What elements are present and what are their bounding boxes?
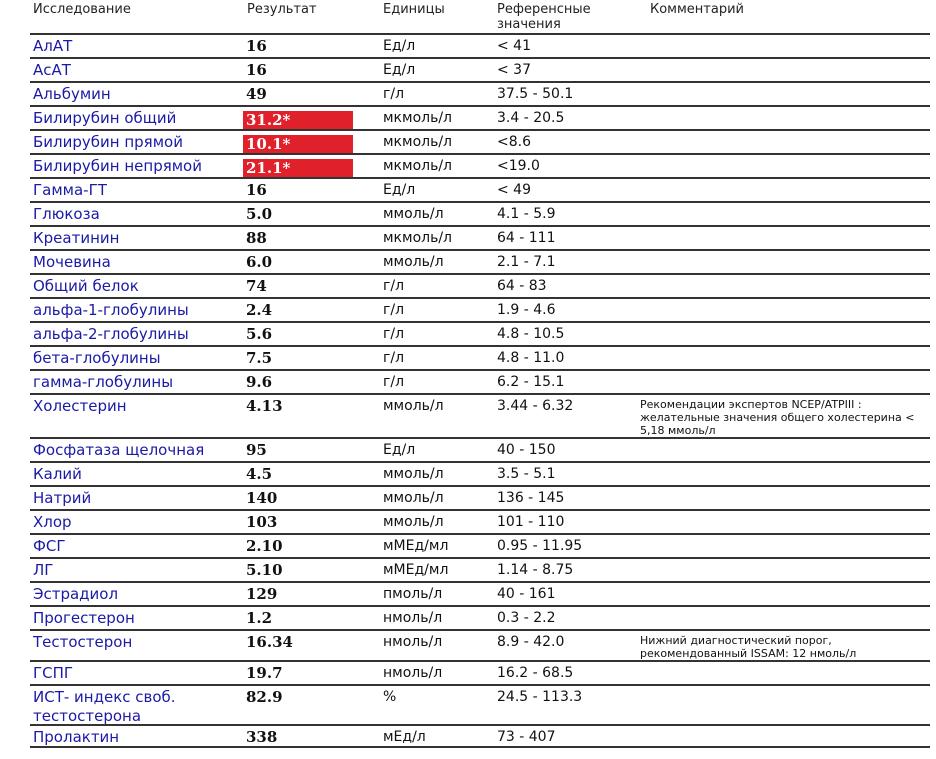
result-value: 4.5: [246, 465, 273, 483]
units: нмоль/л: [383, 634, 443, 650]
result-value: 95: [246, 441, 267, 459]
table-row: [30, 177, 930, 201]
result-value-flagged: 10.1*: [243, 135, 353, 153]
test-name[interactable]: Прогестерон: [33, 609, 135, 627]
units: ммоль/л: [383, 398, 444, 414]
units: Ед/л: [383, 182, 416, 198]
table-row: [30, 81, 930, 105]
header-units: Единицы: [383, 2, 445, 17]
result-value: 6.0: [246, 253, 273, 271]
table-row: [30, 225, 930, 249]
reference-range: 1.9 - 4.6: [497, 302, 556, 318]
test-name[interactable]: ГСПГ: [33, 664, 74, 682]
units: мМЕд/мл: [383, 562, 449, 578]
header-result: Результат: [247, 2, 317, 17]
test-name[interactable]: Калий: [33, 465, 82, 483]
test-name[interactable]: Мочевина: [33, 253, 111, 271]
result-value: 2.4: [246, 301, 273, 319]
test-name[interactable]: Альбумин: [33, 85, 111, 103]
reference-range: < 37: [497, 62, 531, 78]
comment: Рекомендации экспертов NCEP/ATPIII : желательные значения общего холестерина < 5,18 ммоль/л: [640, 398, 915, 437]
reference-range: < 41: [497, 38, 531, 54]
table-row: [30, 153, 930, 177]
reference-range: 24.5 - 113.3: [497, 689, 583, 705]
table-row: [30, 249, 930, 273]
units: %: [383, 689, 397, 705]
test-name[interactable]: Эстрадиол: [33, 585, 119, 603]
reference-range: < 49: [497, 182, 531, 198]
test-name[interactable]: Пролактин: [33, 728, 120, 746]
reference-range: 0.3 - 2.2: [497, 610, 556, 626]
reference-range: 4.8 - 11.0: [497, 350, 565, 366]
units: мМЕд/мл: [383, 538, 449, 554]
test-name[interactable]: ИСТ- индекс своб. тестостерона: [33, 688, 176, 725]
table-row: [30, 660, 930, 684]
test-name[interactable]: Холестерин: [33, 397, 127, 415]
result-value: 16: [246, 181, 267, 199]
units: г/л: [383, 350, 405, 366]
result-value-flagged: 31.2*: [243, 111, 353, 129]
result-value: 82.9: [246, 688, 283, 706]
reference-range: 64 - 111: [497, 230, 556, 246]
header-ref-line1: Референсные: [497, 2, 591, 17]
test-name[interactable]: АсАТ: [33, 61, 71, 79]
units: мкмоль/л: [383, 134, 453, 150]
result-value: 7.5: [246, 349, 273, 367]
test-name[interactable]: Фосфатаза щелочная: [33, 441, 205, 459]
units: ммоль/л: [383, 466, 444, 482]
units: ммоль/л: [383, 254, 444, 270]
result-value: 5.10: [246, 561, 283, 579]
header-test: Исследование: [33, 2, 131, 17]
table-row: [30, 273, 930, 297]
units: ммоль/л: [383, 206, 444, 222]
reference-range: 73 - 407: [497, 729, 556, 745]
test-name[interactable]: альфа-1-глобулины: [33, 301, 189, 319]
result-value: 103: [246, 513, 278, 531]
units: г/л: [383, 374, 405, 390]
results-table: [30, 33, 930, 748]
table-row: [30, 605, 930, 629]
result-value: 16: [246, 61, 267, 79]
reference-range: 4.8 - 10.5: [497, 326, 565, 342]
table-row: [30, 509, 930, 533]
table-row: [30, 724, 930, 748]
test-name[interactable]: Билирубин непрямой: [33, 157, 202, 175]
reference-range: 16.2 - 68.5: [497, 665, 574, 681]
result-value: 140: [246, 489, 278, 507]
table-row: [30, 684, 930, 724]
reference-range: 101 - 110: [497, 514, 565, 530]
test-name[interactable]: Гамма-ГТ: [33, 181, 107, 199]
reference-range: 1.14 - 8.75: [497, 562, 574, 578]
reference-range: 3.5 - 5.1: [497, 466, 556, 482]
table-row: [30, 345, 930, 369]
units: г/л: [383, 326, 405, 342]
table-header: [0, 0, 936, 33]
header-comment: Комментарий: [650, 2, 744, 17]
test-name[interactable]: Натрий: [33, 489, 92, 507]
units: пмоль/л: [383, 586, 443, 602]
units: мкмоль/л: [383, 230, 453, 246]
reference-range: 8.9 - 42.0: [497, 634, 565, 650]
reference-range: 4.1 - 5.9: [497, 206, 556, 222]
table-row: [30, 533, 930, 557]
test-name[interactable]: Общий белок: [33, 277, 139, 295]
table-row: [30, 297, 930, 321]
comment: Нижний диагностический порог, рекомендованный ISSAM: 12 нмоль/л: [640, 634, 857, 660]
table-row: [30, 461, 930, 485]
units: Ед/л: [383, 62, 416, 78]
reference-range: 0.95 - 11.95: [497, 538, 583, 554]
units: г/л: [383, 86, 405, 102]
units: ммоль/л: [383, 490, 444, 506]
result-value: 49: [246, 85, 267, 103]
test-name[interactable]: бета-глобулины: [33, 349, 161, 367]
result-value: 129: [246, 585, 278, 603]
table-row: [30, 369, 930, 393]
reference-range: 3.4 - 20.5: [497, 110, 565, 126]
result-value-flagged: 21.1*: [243, 159, 353, 177]
reference-range: 40 - 161: [497, 586, 556, 602]
units: г/л: [383, 278, 405, 294]
test-name[interactable]: Креатинин: [33, 229, 120, 247]
test-name[interactable]: ФСГ: [33, 537, 66, 555]
test-name[interactable]: Глюкоза: [33, 205, 100, 223]
result-value: 88: [246, 229, 267, 247]
table-row: [30, 485, 930, 509]
test-name[interactable]: Билирубин прямой: [33, 133, 183, 151]
result-value: 9.6: [246, 373, 273, 391]
result-value: 74: [246, 277, 267, 295]
units: мкмоль/л: [383, 158, 453, 174]
units: Ед/л: [383, 38, 416, 54]
units: мЕд/л: [383, 729, 426, 745]
result-value: 338: [246, 728, 278, 746]
table-row: [30, 105, 930, 129]
table-row: [30, 201, 930, 225]
result-value: 16: [246, 37, 267, 55]
test-name[interactable]: АлАТ: [33, 37, 73, 55]
table-row: [30, 129, 930, 153]
table-row: [30, 629, 930, 660]
result-value: 5.6: [246, 325, 273, 343]
test-name[interactable]: альфа-2-глобулины: [33, 325, 189, 343]
result-value: 19.7: [246, 664, 283, 682]
units: ммоль/л: [383, 514, 444, 530]
units: нмоль/л: [383, 610, 443, 626]
reference-range: 40 - 150: [497, 442, 556, 458]
reference-range: 64 - 83: [497, 278, 547, 294]
header-ref-line2: значения: [497, 17, 561, 32]
test-name[interactable]: Билирубин общий: [33, 109, 177, 127]
reference-range: <19.0: [497, 158, 540, 174]
units: г/л: [383, 302, 405, 318]
table-row: [30, 581, 930, 605]
result-value: 16.34: [246, 633, 293, 651]
units: нмоль/л: [383, 665, 443, 681]
reference-range: 37.5 - 50.1: [497, 86, 574, 102]
test-name[interactable]: Хлор: [33, 513, 72, 531]
table-row: [30, 321, 930, 345]
result-value: 5.0: [246, 205, 273, 223]
reference-range: <8.6: [497, 134, 531, 150]
units: Ед/л: [383, 442, 416, 458]
result-value: 1.2: [246, 609, 273, 627]
table-row: [30, 33, 930, 57]
reference-range: 136 - 145: [497, 490, 565, 506]
reference-range: 3.44 - 6.32: [497, 398, 574, 414]
test-name[interactable]: гамма-глобулины: [33, 373, 174, 391]
test-name[interactable]: ЛГ: [33, 561, 54, 579]
test-name[interactable]: Тестостерон: [33, 633, 133, 651]
result-value: 4.13: [246, 397, 283, 415]
table-row: [30, 57, 930, 81]
table-row: [30, 557, 930, 581]
reference-range: 2.1 - 7.1: [497, 254, 556, 270]
table-row: [30, 393, 930, 437]
result-value: 2.10: [246, 537, 283, 555]
table-row: [30, 437, 930, 461]
units: мкмоль/л: [383, 110, 453, 126]
reference-range: 6.2 - 15.1: [497, 374, 565, 390]
